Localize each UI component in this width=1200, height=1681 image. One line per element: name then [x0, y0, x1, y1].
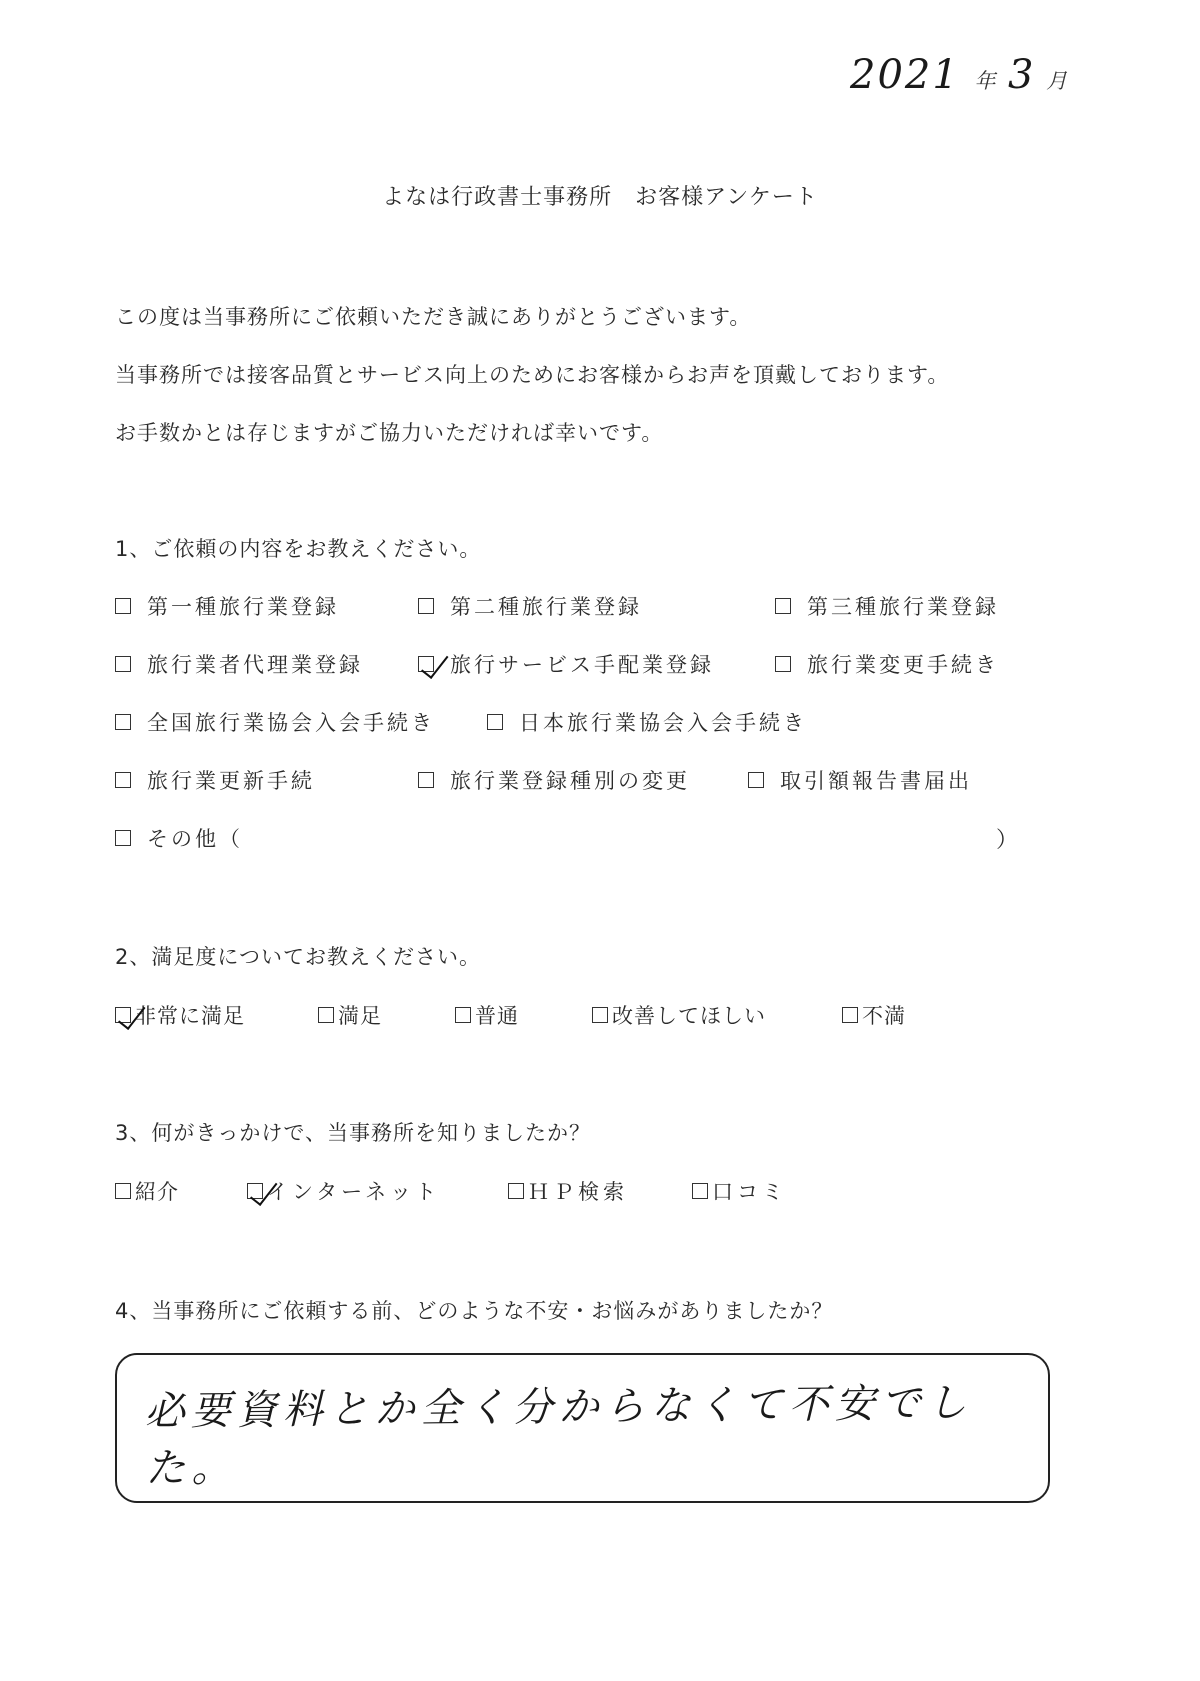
year-unit: 年: [974, 69, 998, 93]
checkbox[interactable]: [455, 1007, 471, 1023]
checkbox-checked[interactable]: [247, 1183, 263, 1199]
q1-option[interactable]: 第三種旅行業登録: [775, 591, 999, 621]
q4-question: 4、当事務所にご依頼する前、どのような不安・お悩みがありましたか？: [115, 1299, 834, 1323]
month-handwritten: 3 月: [1008, 52, 1068, 98]
year-handwritten: 2021 年: [850, 52, 998, 98]
intro-line-1: この度は当事務所にご依頼いただき誠にありがとうございます。: [115, 305, 752, 329]
checkbox[interactable]: [318, 1007, 334, 1023]
checkbox[interactable]: [418, 598, 434, 614]
q3-option[interactable]: ＨＰ検索: [508, 1176, 628, 1206]
q2-option[interactable]: 満足: [318, 1000, 382, 1030]
q2-question: 2、満足度についてお教えください。: [115, 945, 481, 969]
checkbox[interactable]: [775, 656, 791, 672]
q1-other-close-paren: ）: [996, 828, 1019, 853]
q4-answer-box[interactable]: [115, 1353, 1050, 1503]
checkbox[interactable]: [842, 1007, 858, 1023]
checkbox[interactable]: [775, 598, 791, 614]
q1-option[interactable]: 第二種旅行業登録: [418, 591, 642, 621]
checkbox[interactable]: [748, 772, 764, 788]
checkbox[interactable]: [115, 1183, 131, 1199]
q1-option[interactable]: 全国旅行業協会入会手続き: [115, 707, 435, 737]
q2-option[interactable]: 改善してほしい: [592, 1000, 766, 1030]
q3-option[interactable]: 口コミ: [692, 1176, 787, 1206]
q1-option[interactable]: 取引額報告書届出: [748, 765, 972, 795]
q3-question: 3、何がきっかけで、当事務所を知りましたか？: [115, 1121, 591, 1145]
checkbox[interactable]: [115, 656, 131, 672]
q1-option[interactable]: 旅行業者代理業登録: [115, 649, 363, 679]
checkbox[interactable]: [115, 772, 131, 788]
q2-option[interactable]: 不満: [842, 1000, 906, 1030]
q2-option[interactable]: 普通: [455, 1000, 519, 1030]
checkbox[interactable]: [487, 714, 503, 730]
q1-option[interactable]: 旅行業更新手続: [115, 765, 315, 795]
checkbox[interactable]: [592, 1007, 608, 1023]
checkbox-checked[interactable]: [115, 1007, 131, 1023]
q1-option[interactable]: 旅行業登録種別の変更: [418, 765, 690, 795]
checkbox[interactable]: [418, 772, 434, 788]
intro-line-3: お手数かとは存じますがご協力いただければ幸いです。: [115, 421, 664, 445]
month-unit: 月: [1046, 69, 1068, 93]
checkbox[interactable]: [115, 598, 131, 614]
checkbox[interactable]: [508, 1183, 524, 1199]
checkbox-checked[interactable]: [418, 656, 434, 672]
q3-option[interactable]: 紹介: [115, 1176, 179, 1206]
q1-question: 1、ご依頼の内容をお教えください。: [115, 537, 482, 561]
intro-line-2: 当事務所では接客品質とサービス向上のためにお客様からお声を頂戴しております。: [115, 363, 950, 387]
q1-option-checked[interactable]: 旅行サービス手配業登録: [418, 649, 714, 679]
checkbox[interactable]: [115, 714, 131, 730]
q4-answer-handwritten: 必要資料とか全く分からなくて不安でした。: [144, 1380, 973, 1492]
survey-title: よなは行政書士事務所 お客様アンケート: [382, 185, 818, 210]
checkbox[interactable]: [115, 830, 131, 846]
q1-option-other[interactable]: その他（: [115, 823, 243, 853]
q1-option[interactable]: 日本旅行業協会入会手続き: [487, 707, 807, 737]
checkbox[interactable]: [692, 1183, 708, 1199]
q1-option[interactable]: 第一種旅行業登録: [115, 591, 339, 621]
q3-option-checked[interactable]: インターネット: [247, 1176, 440, 1206]
q1-option[interactable]: 旅行業変更手続き: [775, 649, 999, 679]
q2-option-checked[interactable]: 非常に満足: [115, 1000, 245, 1030]
